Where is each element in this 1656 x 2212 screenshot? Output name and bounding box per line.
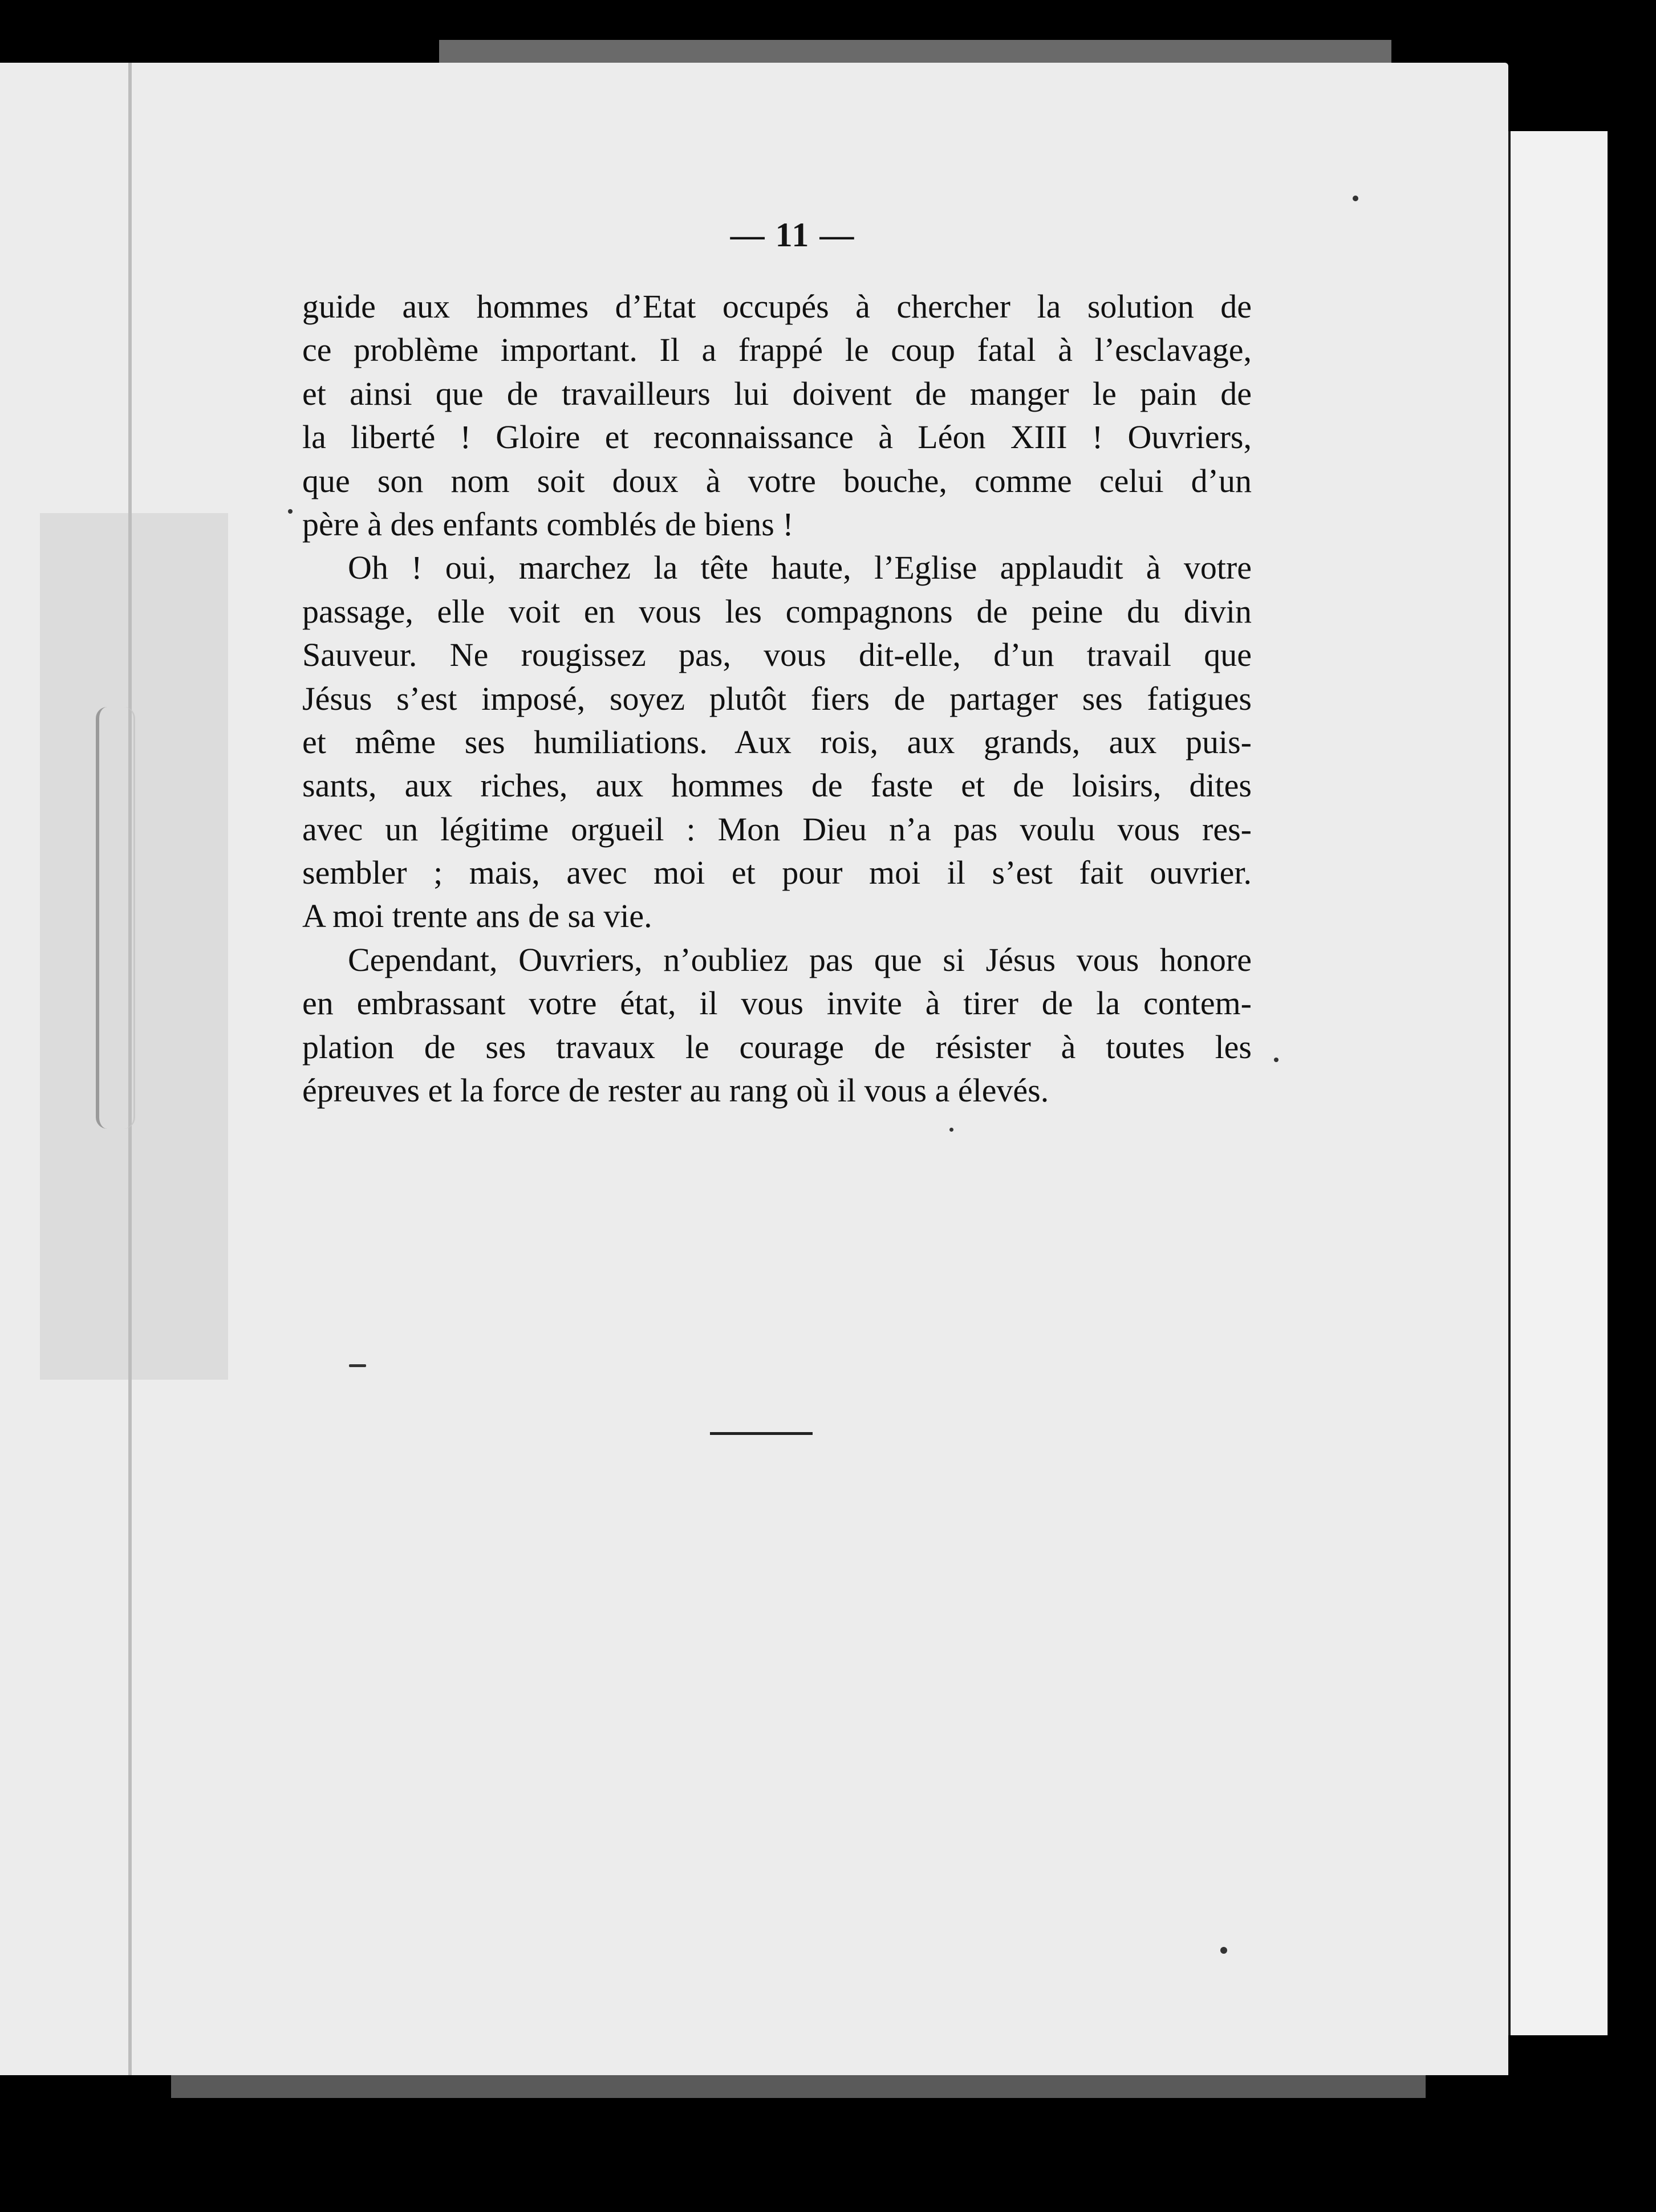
text-line: avec un légitime orgueil : Mon Dieu n’a pas voulu vous res- (302, 810, 1252, 848)
text-line: et ainsi que de travailleurs lui doivent de manger le pain de (302, 375, 1252, 412)
page-number: — 11 — (730, 216, 855, 254)
text-line: la liberté ! Gloire et reconnaissance à Léon XIII ! Ouvriers, (302, 418, 1252, 456)
binding-thread (96, 707, 135, 1129)
scan-speck (288, 509, 293, 514)
text-line: sembler ; mais, avec moi et pour moi il s’est fait ouvrier. (302, 854, 1252, 892)
text-line: Sauveur. Ne rougissez pas, vous dit-elle, d’un travail que (302, 636, 1252, 674)
scan-speck (1353, 196, 1358, 201)
text-line: Jésus s’est imposé, soyez plutôt fiers de partager ses fatigues (302, 680, 1252, 717)
page-edge (1508, 131, 1608, 2035)
text-line: sants, aux riches, aux hommes de faste et de loisirs, dites (302, 767, 1252, 804)
text-line: guide aux hommes d’Etat occupés à chercher la solution de (302, 288, 1252, 325)
text-line: A moi trente ans de sa vie. (302, 897, 652, 935)
scan-speck (349, 1364, 366, 1367)
text-line: père à des enfants comblés de biens ! (302, 505, 794, 543)
text-line: Cependant, Ouvriers, n’oubliez pas que si Jésus vous honore (348, 941, 1252, 978)
scan-top-strip (439, 40, 1391, 66)
text-line: Oh ! oui, marchez la tête haute, l’Eglise applaudit à votre (348, 549, 1252, 587)
text-line: et même ses humiliations. Aux rois, aux grands, aux puis- (302, 723, 1252, 761)
body-text (302, 285, 1252, 1112)
text-line: passage, elle voit en vous les compagnons de peine du divin (302, 592, 1252, 630)
scan-speck (1274, 1058, 1278, 1062)
text-line: ce problème important. Il a frappé le coup fatal à l’esclavage, (302, 331, 1252, 369)
end-rule (710, 1432, 813, 1435)
scan-bottom-strip (171, 2075, 1426, 2098)
text-line: plation de ses travaux le courage de résister à toutes les (302, 1028, 1252, 1066)
scan-speck (1220, 1947, 1227, 1954)
text-line: que son nom soit doux à votre bouche, comme celui d’un (302, 462, 1252, 499)
text-line: en embrassant votre état, il vous invite à tirer de la contem- (302, 985, 1252, 1022)
text-line: épreuves et la force de rester au rang où il vous a élevés. (302, 1072, 1049, 1109)
scan-speck (949, 1128, 953, 1132)
